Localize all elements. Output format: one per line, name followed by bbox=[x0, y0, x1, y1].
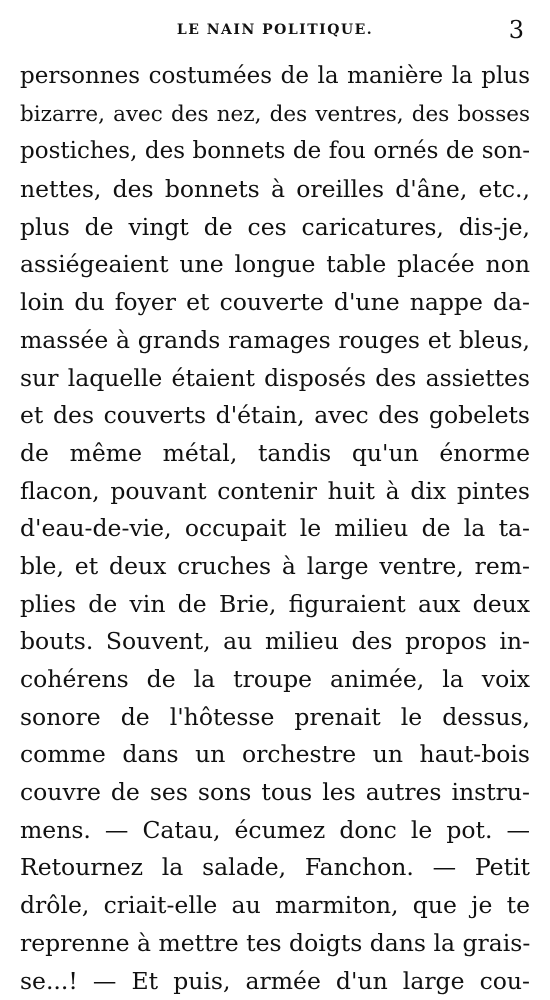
text-line: ble, et deux cruches à large ventre, rem- bbox=[20, 548, 530, 586]
text-line: cohérens de la troupe animée, la voix bbox=[20, 661, 530, 699]
text-line: assiégeaient une longue table placée non bbox=[20, 246, 530, 284]
text-line: drôle, criait-elle au marmiton, que je te bbox=[20, 887, 530, 925]
text-line: mens. — Catau, écumez donc le pot. — bbox=[20, 812, 530, 850]
text-line: personnes costumées de la manière la plus bbox=[20, 58, 530, 96]
text-line: plies de vin de Brie, figuraient aux deux bbox=[20, 586, 530, 624]
running-head bbox=[0, 16, 550, 46]
text-line: se...! — Et puis, armée d'un large cou- bbox=[20, 963, 530, 1000]
body-text bbox=[20, 58, 530, 1000]
text-line: bouts. Souvent, au milieu des propos in- bbox=[20, 623, 530, 661]
text-line: sonore de l'hôtesse prenait le dessus, bbox=[20, 699, 530, 737]
text-line: et des couverts d'étain, avec des gobelets bbox=[20, 397, 530, 435]
page-number: 3 bbox=[509, 16, 524, 44]
text-line: d'eau-de-vie, occupait le milieu de la ta- bbox=[20, 510, 530, 548]
text-line: Retournez la salade, Fanchon. — Petit bbox=[20, 849, 530, 887]
text-line: loin du foyer et couverte d'une nappe da- bbox=[20, 284, 530, 322]
text-line: de même métal, tandis qu'un énorme bbox=[20, 435, 530, 473]
text-line: massée à grands ramages rouges et bleus, bbox=[20, 322, 530, 360]
text-line: sur laquelle étaient disposés des assiettes bbox=[20, 360, 530, 398]
text-line: postiches, des bonnets de fou ornés de son- bbox=[20, 133, 530, 171]
text-line: bizarre, avec des nez, des ventres, des bosses bbox=[20, 96, 530, 134]
text-line: reprenne à mettre tes doigts dans la grais- bbox=[20, 925, 530, 963]
running-title: LE NAIN POLITIQUE. bbox=[0, 22, 550, 38]
text-line: comme dans un orchestre un haut-bois bbox=[20, 736, 530, 774]
text-line: couvre de ses sons tous les autres instru- bbox=[20, 774, 530, 812]
text-line: flacon, pouvant contenir huit à dix pintes bbox=[20, 473, 530, 511]
text-line: plus de vingt de ces caricatures, dis-je, bbox=[20, 209, 530, 247]
text-line: nettes, des bonnets à oreilles d'âne, etc., bbox=[20, 171, 530, 209]
